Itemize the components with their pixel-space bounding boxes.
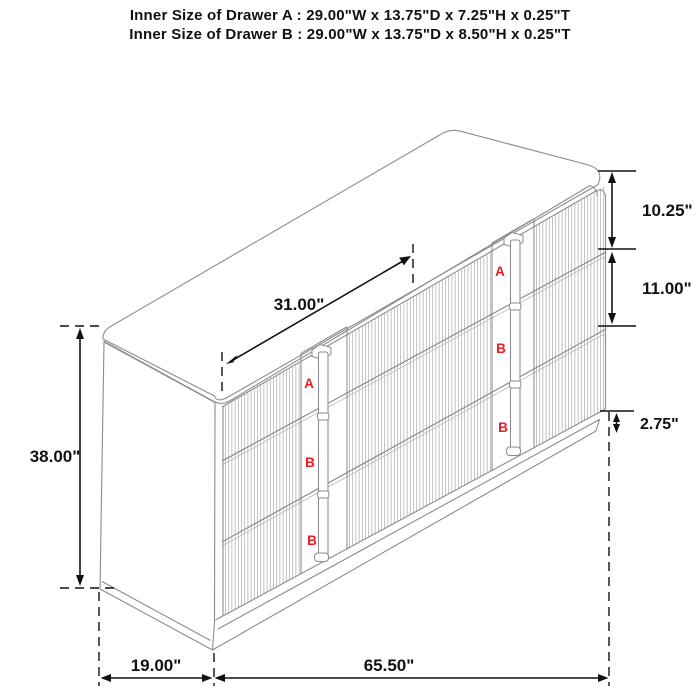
dresser-top-surface <box>103 130 600 403</box>
drawer-a-arrowhead-top <box>608 172 616 183</box>
right-stack-drawer-b2-label: B <box>498 420 508 435</box>
cabinet-height-arrowhead-bottom <box>76 575 84 586</box>
right-handle-joint-upper <box>510 303 521 310</box>
drawer-a-arrowhead-bottom <box>608 237 616 248</box>
base-height-arrowhead-bottom <box>613 424 620 433</box>
cabinet-height-value: 38.00" <box>29 447 81 466</box>
drawer-b-arrowhead-top <box>608 252 616 263</box>
left-handle-joint-upper <box>318 413 329 420</box>
width-arrowhead-right <box>598 674 609 682</box>
plinth-top-step-line <box>218 420 600 630</box>
drawer-a-size-text: Inner Size of Drawer A : 29.00"W x 13.75"D x 7.25"H x 0.25"T <box>129 7 571 24</box>
right-handle-bar <box>511 240 521 452</box>
dimension-base-height <box>600 411 679 433</box>
side-panel-outline <box>100 342 215 650</box>
left-handle-bottom-cap <box>315 553 329 562</box>
depth-arrowhead-right <box>202 674 213 682</box>
drawer-width-value: 31.00" <box>273 295 325 314</box>
width-arrowhead-left <box>215 674 226 682</box>
left-handle-bar <box>319 352 329 558</box>
left-handle-joint-lower <box>318 491 329 498</box>
dimension-drawer-fronts <box>598 171 693 326</box>
base-height-value: 2.75" <box>640 416 679 433</box>
drawer-b-arrowhead-bottom <box>608 313 616 324</box>
depth-arrowhead-left <box>101 674 112 682</box>
base-height-arrowhead-top <box>613 413 620 422</box>
cabinet-height-arrowhead-top <box>76 328 84 339</box>
left-stack-drawer-b1-label: B <box>305 455 315 470</box>
drawer-b-size-text: Inner Size of Drawer B : 29.00"W x 13.75"D x 8.50"H x 0.25"T <box>129 25 571 43</box>
left-stack-drawer-a-label: A <box>304 376 314 391</box>
left-stack-drawer-b2-label: B <box>307 533 317 548</box>
drawer-b-height-value: 11.00" <box>642 279 692 298</box>
right-stack-drawer-a-label: A <box>495 264 505 279</box>
drawer-a-height-value: 10.25" <box>642 201 693 220</box>
top-surface-outline <box>103 130 600 400</box>
right-handle-bottom-cap <box>507 447 521 456</box>
left-side-panel <box>100 342 215 650</box>
width-value: 65.50" <box>363 656 415 675</box>
depth-value: 19.00" <box>130 656 182 675</box>
title-block <box>0 7 700 44</box>
right-stack-drawer-b1-label: B <box>496 341 506 356</box>
right-handle-joint-lower <box>510 381 521 388</box>
